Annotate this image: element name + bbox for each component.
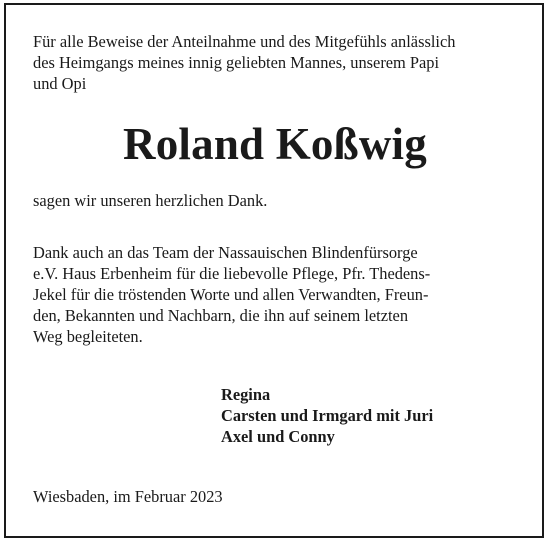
thanks-text bbox=[33, 190, 517, 211]
signature-line: Regina bbox=[221, 385, 271, 404]
intro-line: Für alle Beweise der Anteilnahme und des Mitgefühls anlässlich bbox=[33, 32, 456, 51]
intro-line: des Heimgangs meines innig geliebten Mannes, unserem Papi bbox=[33, 53, 440, 72]
paragraph-line: den, Bekannten und Nachbarn, die ihn auf seinem letzten bbox=[33, 306, 409, 325]
paragraph-line: Weg begleiteten. bbox=[33, 327, 143, 346]
paragraph-line: e.V. Haus Erbenheim für die liebevolle Pflege, Pfr. Thedens- bbox=[33, 264, 431, 283]
signature-line: Axel und Conny bbox=[221, 427, 335, 446]
signatures bbox=[221, 384, 433, 447]
intro-line: und Opi bbox=[33, 74, 87, 93]
gratitude-paragraph bbox=[33, 242, 517, 347]
thanks-line: sagen wir unseren herzlichen Dank. bbox=[33, 191, 268, 210]
deceased-name: Roland Koßwig bbox=[123, 119, 427, 169]
paragraph-line: Dank auch an das Team der Nassauischen Blindenfürsorge bbox=[33, 243, 418, 262]
intro-text bbox=[33, 31, 517, 94]
place-and-date: Wiesbaden, im Februar 2023 bbox=[33, 487, 223, 506]
signature-line: Carsten und Irmgard mit Juri bbox=[221, 406, 434, 425]
paragraph-line: Jekel für die tröstenden Worte und allen Verwandten, Freun- bbox=[33, 285, 429, 304]
